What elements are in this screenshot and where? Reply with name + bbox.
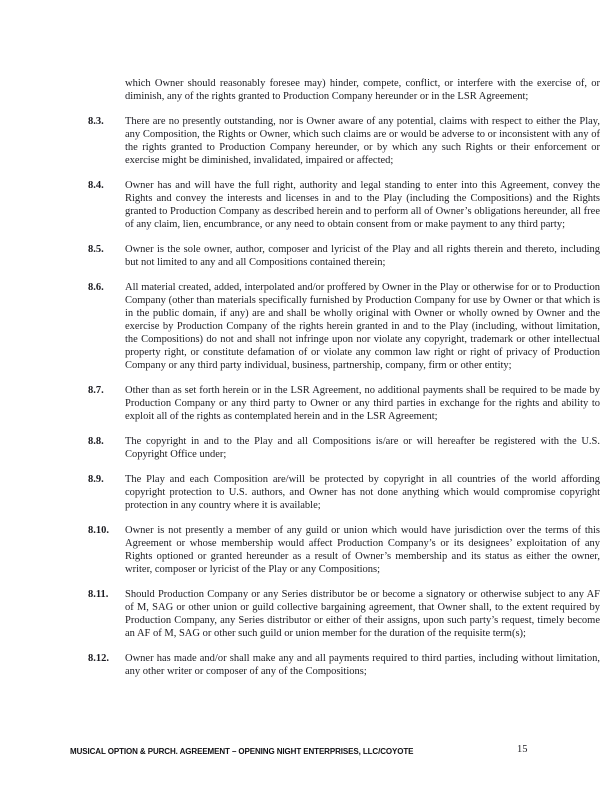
- clause-text: Owner is not presently a member of any guild or union which would have jurisdiction over the terms of this Agreement or whose membership would affect Production Company’s or its designees’ exploitation of any Rights optioned or granted hereunder as a result of Owner’s membership and its status as either the owner, writer, composer or lyricist of the Play or any Compositions;: [125, 525, 600, 575]
- clause-8-11: [88, 588, 600, 640]
- clause-number: 8.3.: [88, 116, 104, 127]
- clause-8-10: [88, 524, 600, 576]
- clause-number: 8.12.: [88, 653, 109, 664]
- clause-number: 8.9.: [88, 474, 104, 485]
- clause-8-12: [88, 652, 600, 678]
- clause-text: The copyright in and to the Play and all Compositions is/are or will hereafter be registered with the U.S. Copyright Office under;: [125, 436, 600, 460]
- clause-text: Should Production Company or any Series distributor be or become a signatory or otherwise subject to any AF of M, SAG or other union or guild collective bargaining agreement, that Owner shall, to the extent required by Production Company, any Series distributor or either of their assigns, upon such party’s request, timely become an AF of M, SAG or other such guild or union member for the duration of the requisite term(s);: [125, 589, 600, 639]
- clause-text: Owner has made and/or shall make any and all payments required to third parties, including without limitation, any other writer or composer of any of the Compositions;: [125, 653, 600, 677]
- clause-text: Owner is the sole owner, author, composer and lyricist of the Play and all rights therein and thereto, including but not limited to any and all Compositions contained therein;: [125, 244, 600, 268]
- clause-number: 8.5.: [88, 244, 104, 255]
- clause-8-9: [88, 473, 600, 512]
- clause-number: 8.10.: [88, 525, 109, 536]
- page-number: 15: [517, 744, 528, 755]
- clause-8-7: [88, 384, 600, 423]
- clause-number: 8.6.: [88, 282, 104, 293]
- clause-number: 8.4.: [88, 180, 104, 191]
- clause-number: 8.11.: [88, 589, 109, 600]
- clause-text: All material created, added, interpolated and/or proffered by Owner in the Play or otherwise for or to Production Company (other than materials specifically furnished by Production Company for use by Owner or that which is in the public domain, if any) are and shall be wholly original with Owner or wholly owned by Owner and the exercise by Production Company of the rights herein granted in and to the Play (including, without limitation, the Compositions) do not and shall not infringe upon nor violate any copyright, trademark or other intellectual property right, or constitute defamation of or violate any common law right or right of privacy of Production Company or any third party individual, business, partnership, company, firm or other entity;: [125, 282, 600, 371]
- clause-8-8: [88, 435, 600, 461]
- clause-number: 8.7.: [88, 385, 104, 396]
- footer-title: MUSICAL OPTION & PURCH. AGREEMENT – OPENING NIGHT ENTERPRISES, LLC/COYOTE: [70, 747, 414, 756]
- continuation-paragraph: which Owner should reasonably foresee may) hinder, compete, conflict, or interfere with the exercise of, or diminish, any of the rights granted to Production Company hereunder or in the LSR Agreement;: [125, 78, 600, 102]
- clause-text: There are no presently outstanding, nor is Owner aware of any potential, claims with respect to either the Play, any Composition, the Rights or Owner, which such claims are or would be adverse to or inconsistent with any of the rights granted to Production Company hereunder, or by which any such Rights or their enforcement or exercise might be diminished, invalidated, impaired or affected;: [125, 116, 600, 166]
- clause-8-6: [88, 281, 600, 372]
- clause-number: 8.8.: [88, 436, 104, 447]
- clause-text: Other than as set forth herein or in the LSR Agreement, no additional payments shall be required to be made by Production Company or any third party to Owner or any third parties in exchange for the rights and ability to exploit all of the rights as contemplated herein and in the LSR Agreement;: [125, 385, 600, 422]
- clause-8-5: [88, 243, 600, 269]
- page-body: [88, 77, 600, 690]
- clause-text: The Play and each Composition are/will be protected by copyright in all countries of the world affording copyright protection to U.S. authors, and Owner has not done anything which would compromise copyright protection in any country where it is available;: [125, 474, 600, 511]
- clause-text: Owner has and will have the full right, authority and legal standing to enter into this Agreement, convey the Rights and convey the interests and licenses in and to the Play (including the Compositions) and the Rights granted to Production Company as described herein and to perform all of Owner’s obligations hereunder, all free of any claim, lien, encumbrance, or any need to obtain consent from or make payment to any third party;: [125, 180, 600, 230]
- clause-8-4: [88, 179, 600, 231]
- clause-8-3: [88, 115, 600, 167]
